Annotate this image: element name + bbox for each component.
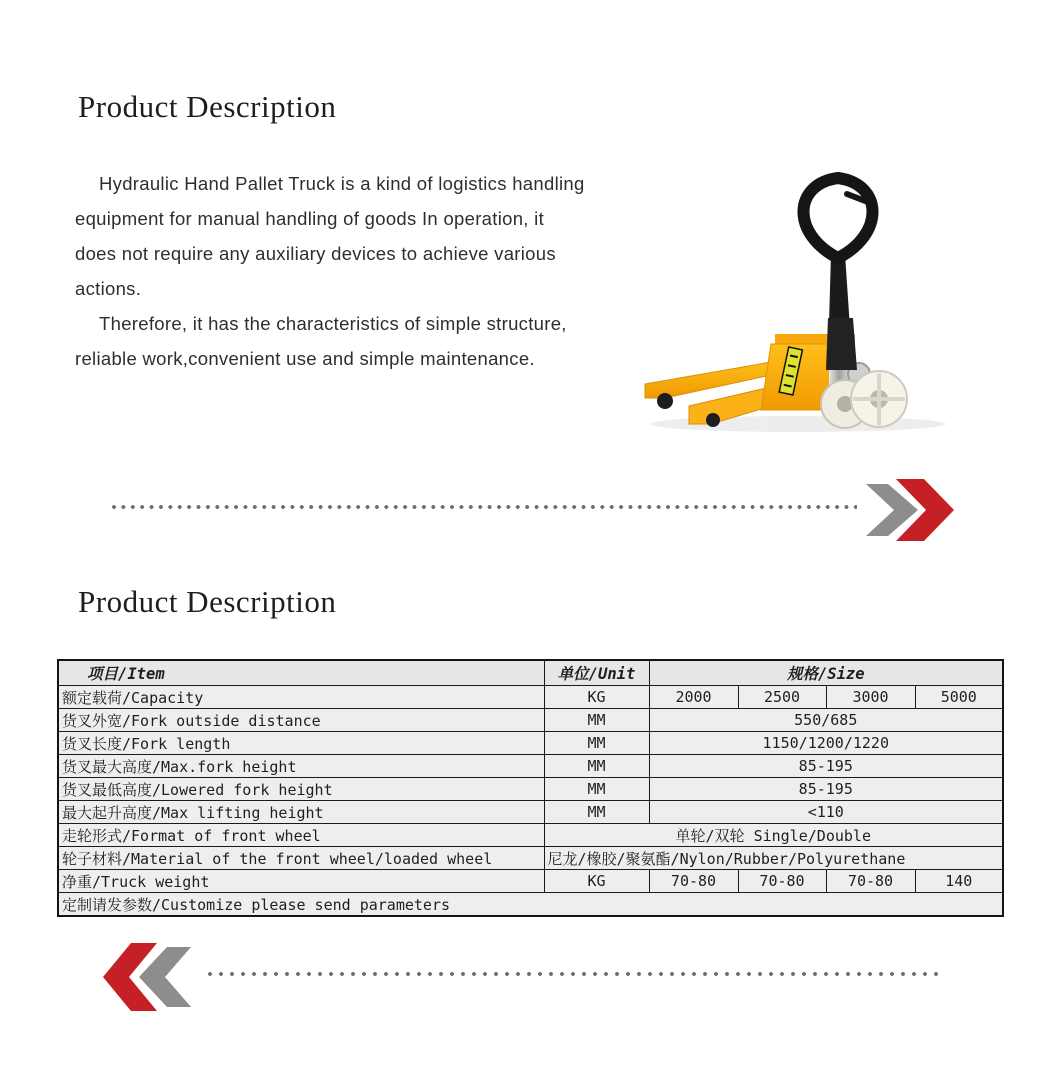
- item-cell: 额定载荷/Capacity: [58, 686, 544, 709]
- table-row: [58, 732, 1003, 755]
- table-row: [58, 801, 1003, 824]
- unit-cell: KG: [544, 870, 649, 893]
- table-row: [58, 870, 1003, 893]
- intro-paragraph-2: Therefore, it has the characteristics of simple structure, reliable work,convenient use and simple maintenance.: [75, 313, 567, 369]
- pallet-truck-image: [633, 158, 955, 440]
- value-cell: 85-195: [649, 778, 1003, 801]
- value-cell: 2000: [649, 686, 738, 709]
- item-cell: 定制请发参数/Customize please send parameters: [58, 893, 1003, 917]
- intro-text: [75, 166, 587, 376]
- item-cell: 货叉长度/Fork length: [58, 732, 544, 755]
- dotted-divider-bottom: [206, 970, 940, 978]
- intro-paragraph-1: Hydraulic Hand Pallet Truck is a kind of logistics handling equipment for manual handling of goods In operation, it does not require any auxiliary devices to achieve various actions.: [75, 173, 585, 299]
- value-cell: 3000: [826, 686, 915, 709]
- page-title: Product Description: [78, 88, 337, 124]
- value-cell: <110: [649, 801, 1003, 824]
- value-cell: 70-80: [649, 870, 738, 893]
- chevrons-left-icon: [103, 942, 191, 1012]
- dotted-divider-top: [110, 503, 857, 511]
- table-row: [58, 709, 1003, 732]
- item-cell: 货叉最大高度/Max.fork height: [58, 755, 544, 778]
- spec-table: [57, 659, 1004, 917]
- item-cell: 净重/Truck weight: [58, 870, 544, 893]
- item-cell: 最大起升高度/Max lifting height: [58, 801, 544, 824]
- item-cell: 走轮形式/Format of front wheel: [58, 824, 544, 847]
- value-cell: 1150/1200/1220: [649, 732, 1003, 755]
- unit-cell: MM: [544, 801, 649, 824]
- value-cell: 85-195: [649, 755, 1003, 778]
- unit-cell: MM: [544, 778, 649, 801]
- item-cell: 货叉外宽/Fork outside distance: [58, 709, 544, 732]
- value-cell: 尼龙/橡胶/聚氨酯/Nylon/Rubber/Polyurethane: [544, 847, 1003, 870]
- value-cell: 550/685: [649, 709, 1003, 732]
- value-cell: 5000: [915, 686, 1003, 709]
- item-cell: 轮子材料/Material of the front wheel/loaded wheel: [58, 847, 544, 870]
- header-item: 项目/Item: [58, 660, 544, 686]
- value-cell: 2500: [738, 686, 826, 709]
- table-row: [58, 686, 1003, 709]
- section-title: Product Description: [78, 583, 337, 619]
- unit-cell: MM: [544, 755, 649, 778]
- table-header-row: [58, 660, 1003, 686]
- table-row: [58, 755, 1003, 778]
- value-cell: 70-80: [738, 870, 826, 893]
- unit-cell: KG: [544, 686, 649, 709]
- table-row: [58, 824, 1003, 847]
- unit-cell: MM: [544, 732, 649, 755]
- unit-cell: MM: [544, 709, 649, 732]
- header-size: 规格/Size: [649, 660, 1003, 686]
- item-cell: 货叉最低高度/Lowered fork height: [58, 778, 544, 801]
- value-cell: 140: [915, 870, 1003, 893]
- value-cell: 单轮/双轮 Single/Double: [544, 824, 1003, 847]
- chevrons-right-icon: [862, 478, 954, 542]
- table-row: [58, 847, 1003, 870]
- table-row: [58, 893, 1003, 917]
- table-row: [58, 778, 1003, 801]
- header-unit: 单位/Unit: [544, 660, 649, 686]
- value-cell: 70-80: [826, 870, 915, 893]
